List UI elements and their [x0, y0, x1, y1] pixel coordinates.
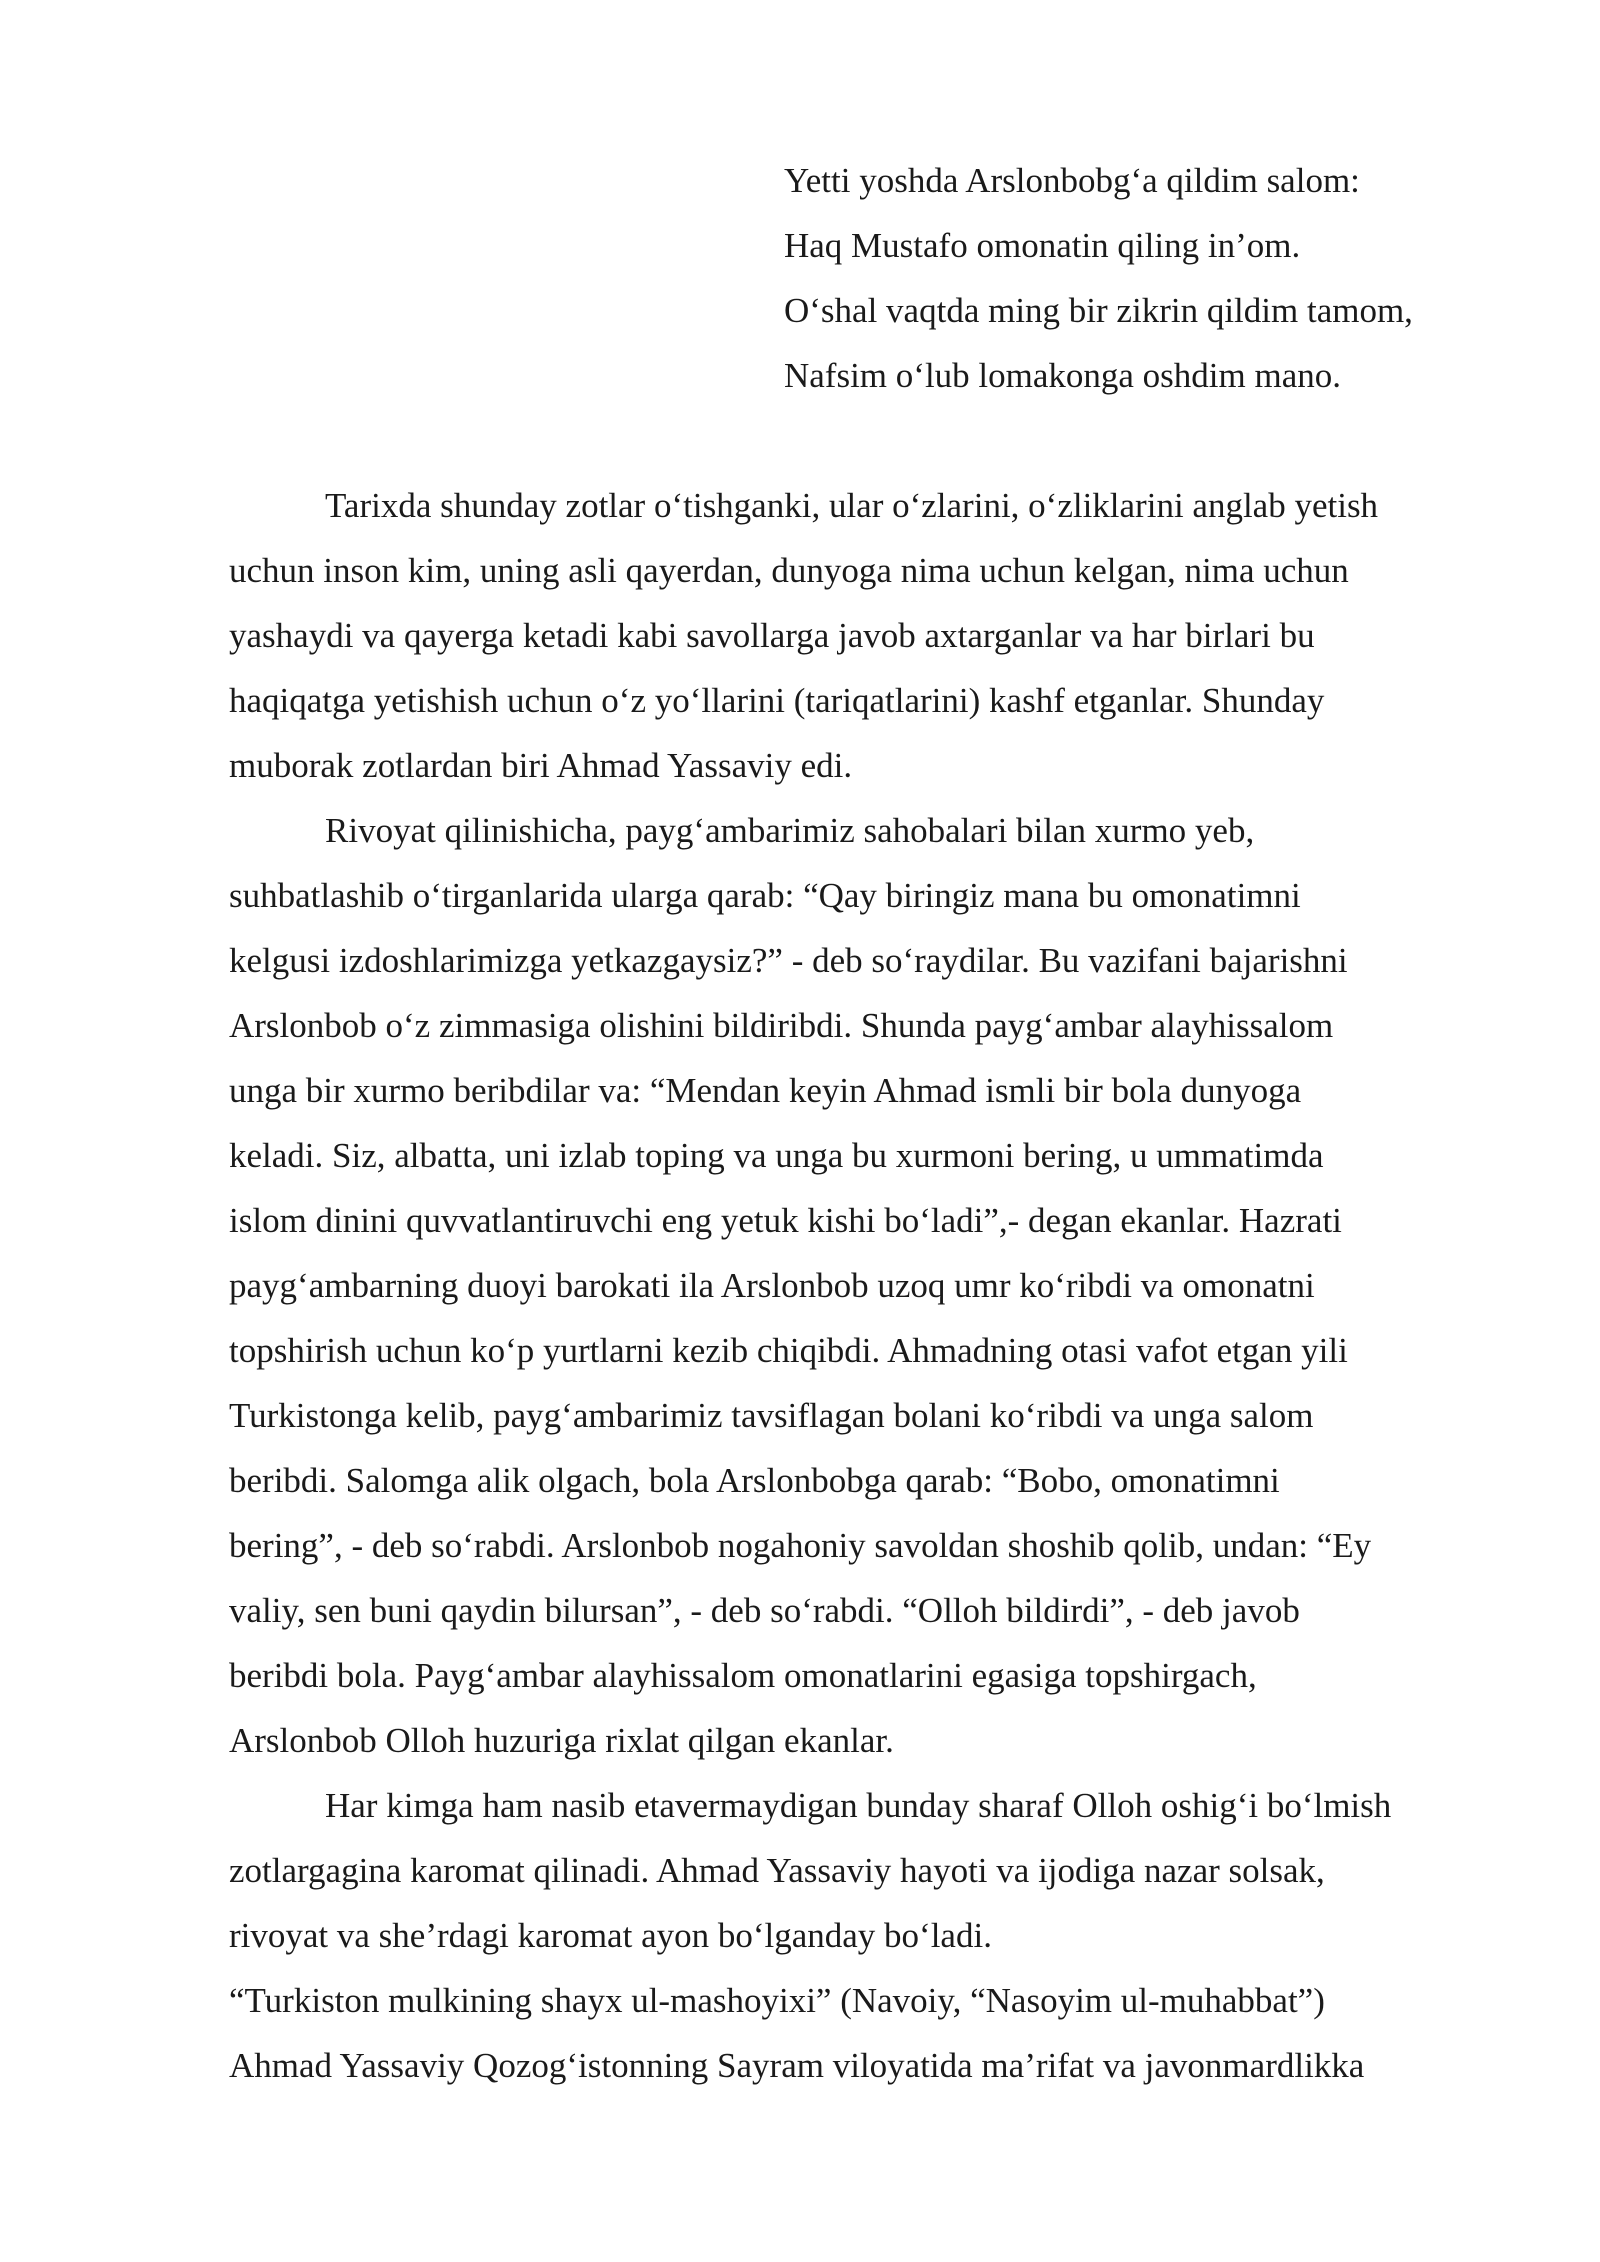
poem-line-2: Haq Mustafo omonatin qiling in’om.	[784, 226, 1301, 265]
paragraph-line: Ahmad Yassaviy Qozog‘istonning Sayram viloyatida ma’rifat va javonmardlikka	[229, 2046, 1365, 2085]
paragraph-line: beribdi bola. Payg‘ambar alayhissalom omonatlarini egasiga topshirgach,	[229, 1656, 1257, 1695]
paragraph-line: valiy, sen buni qaydin bilursan”, - deb so‘rabdi. “Olloh bildirdi”, - deb javob	[229, 1591, 1300, 1630]
paragraph-line: topshirish uchun ko‘p yurtlarni kezib chiqibdi. Ahmadning otasi vafot etgan yili	[229, 1331, 1348, 1370]
paragraph-3	[229, 1773, 1479, 1968]
paragraph-line: beribdi. Salomga alik olgach, bola Arslonbobga qarab: “Bobo, omonatimni	[229, 1461, 1280, 1500]
paragraph-line: payg‘ambarning duoyi barokati ila Arslonbob uzoq umr ko‘ribdi va omonatni	[229, 1266, 1315, 1305]
paragraph-1	[229, 473, 1479, 798]
paragraph-line: zotlargagina karomat qilinadi. Ahmad Yassaviy hayoti va ijodiga nazar solsak,	[229, 1851, 1325, 1890]
poem-line-3: O‘shal vaqtda ming bir zikrin qildim tamom,	[784, 291, 1413, 330]
paragraph-line: islom dinini quvvatlantiruvchi eng yetuk kishi bo‘ladi”,- degan ekanlar. Hazrati	[229, 1201, 1342, 1240]
paragraph-line: unga bir xurmo beribdilar va: “Mendan keyin Ahmad ismli bir bola dunyoga	[229, 1071, 1302, 1110]
paragraph-line: keladi. Siz, albatta, uni izlab toping va unga bu xurmoni bering, u ummatimda	[229, 1136, 1324, 1175]
paragraph-line: Tarixda shunday zotlar o‘tishganki, ular o‘zlarini, o‘zliklarini anglab yetish	[325, 486, 1379, 525]
paragraph-line: uchun inson kim, uning asli qayerdan, dunyoga nima uchun kelgan, nima uchun	[229, 551, 1349, 590]
epigraph-poem	[784, 148, 1544, 408]
paragraph-line: Turkistonga kelib, payg‘ambarimiz tavsiflagan bolani ko‘ribdi va unga salom	[229, 1396, 1314, 1435]
paragraph-4	[229, 1968, 1479, 2098]
paragraph-line: Har kimga ham nasib etavermaydigan bunday sharaf Olloh oshig‘i bo‘lmish	[325, 1786, 1392, 1825]
paragraph-line: Arslonbob Olloh huzuriga rixlat qilgan ekanlar.	[229, 1721, 894, 1760]
paragraph-line: kelgusi izdoshlarimizga yetkazgaysiz?” - deb so‘raydilar. Bu vazifani bajarishni	[229, 941, 1348, 980]
poem-line-4: Nafsim o‘lub lomakonga oshdim mano.	[784, 356, 1342, 395]
paragraph-line: “Turkiston mulkining shayx ul-mashoyixi” (Navoiy, “Nasoyim ul-muhabbat”)	[229, 1981, 1325, 2020]
paragraph-line: rivoyat va she’rdagi karomat ayon bo‘lganday bo‘ladi.	[229, 1916, 992, 1955]
paragraph-line: muborak zotlardan biri Ahmad Yassaviy edi.	[229, 746, 853, 785]
paragraph-line: suhbatlashib o‘tirganlarida ularga qarab: “Qay biringiz mana bu omonatimni	[229, 876, 1301, 915]
poem-line-1: Yetti yoshda Arslonbobg‘a qildim salom:	[784, 161, 1360, 200]
paragraph-line: Arslonbob o‘z zimmasiga olishini bildiribdi. Shunda payg‘ambar alayhissalom	[229, 1006, 1334, 1045]
paragraph-line: Rivoyat qilinishicha, payg‘ambarimiz sahobalari bilan xurmo yeb,	[325, 811, 1255, 850]
paragraph-line: yashaydi va qayerga ketadi kabi savollarga javob axtarganlar va har birlari bu	[229, 616, 1315, 655]
body-text	[229, 473, 1479, 2098]
paragraph-line: bering”, - deb so‘rabdi. Arslonbob nogahoniy savoldan shoshib qolib, undan: “Ey	[229, 1526, 1372, 1565]
paragraph-2	[229, 798, 1479, 1773]
paragraph-line: haqiqatga yetishish uchun o‘z yo‘llarini (tariqatlarini) kashf etganlar. Shunday	[229, 681, 1325, 720]
